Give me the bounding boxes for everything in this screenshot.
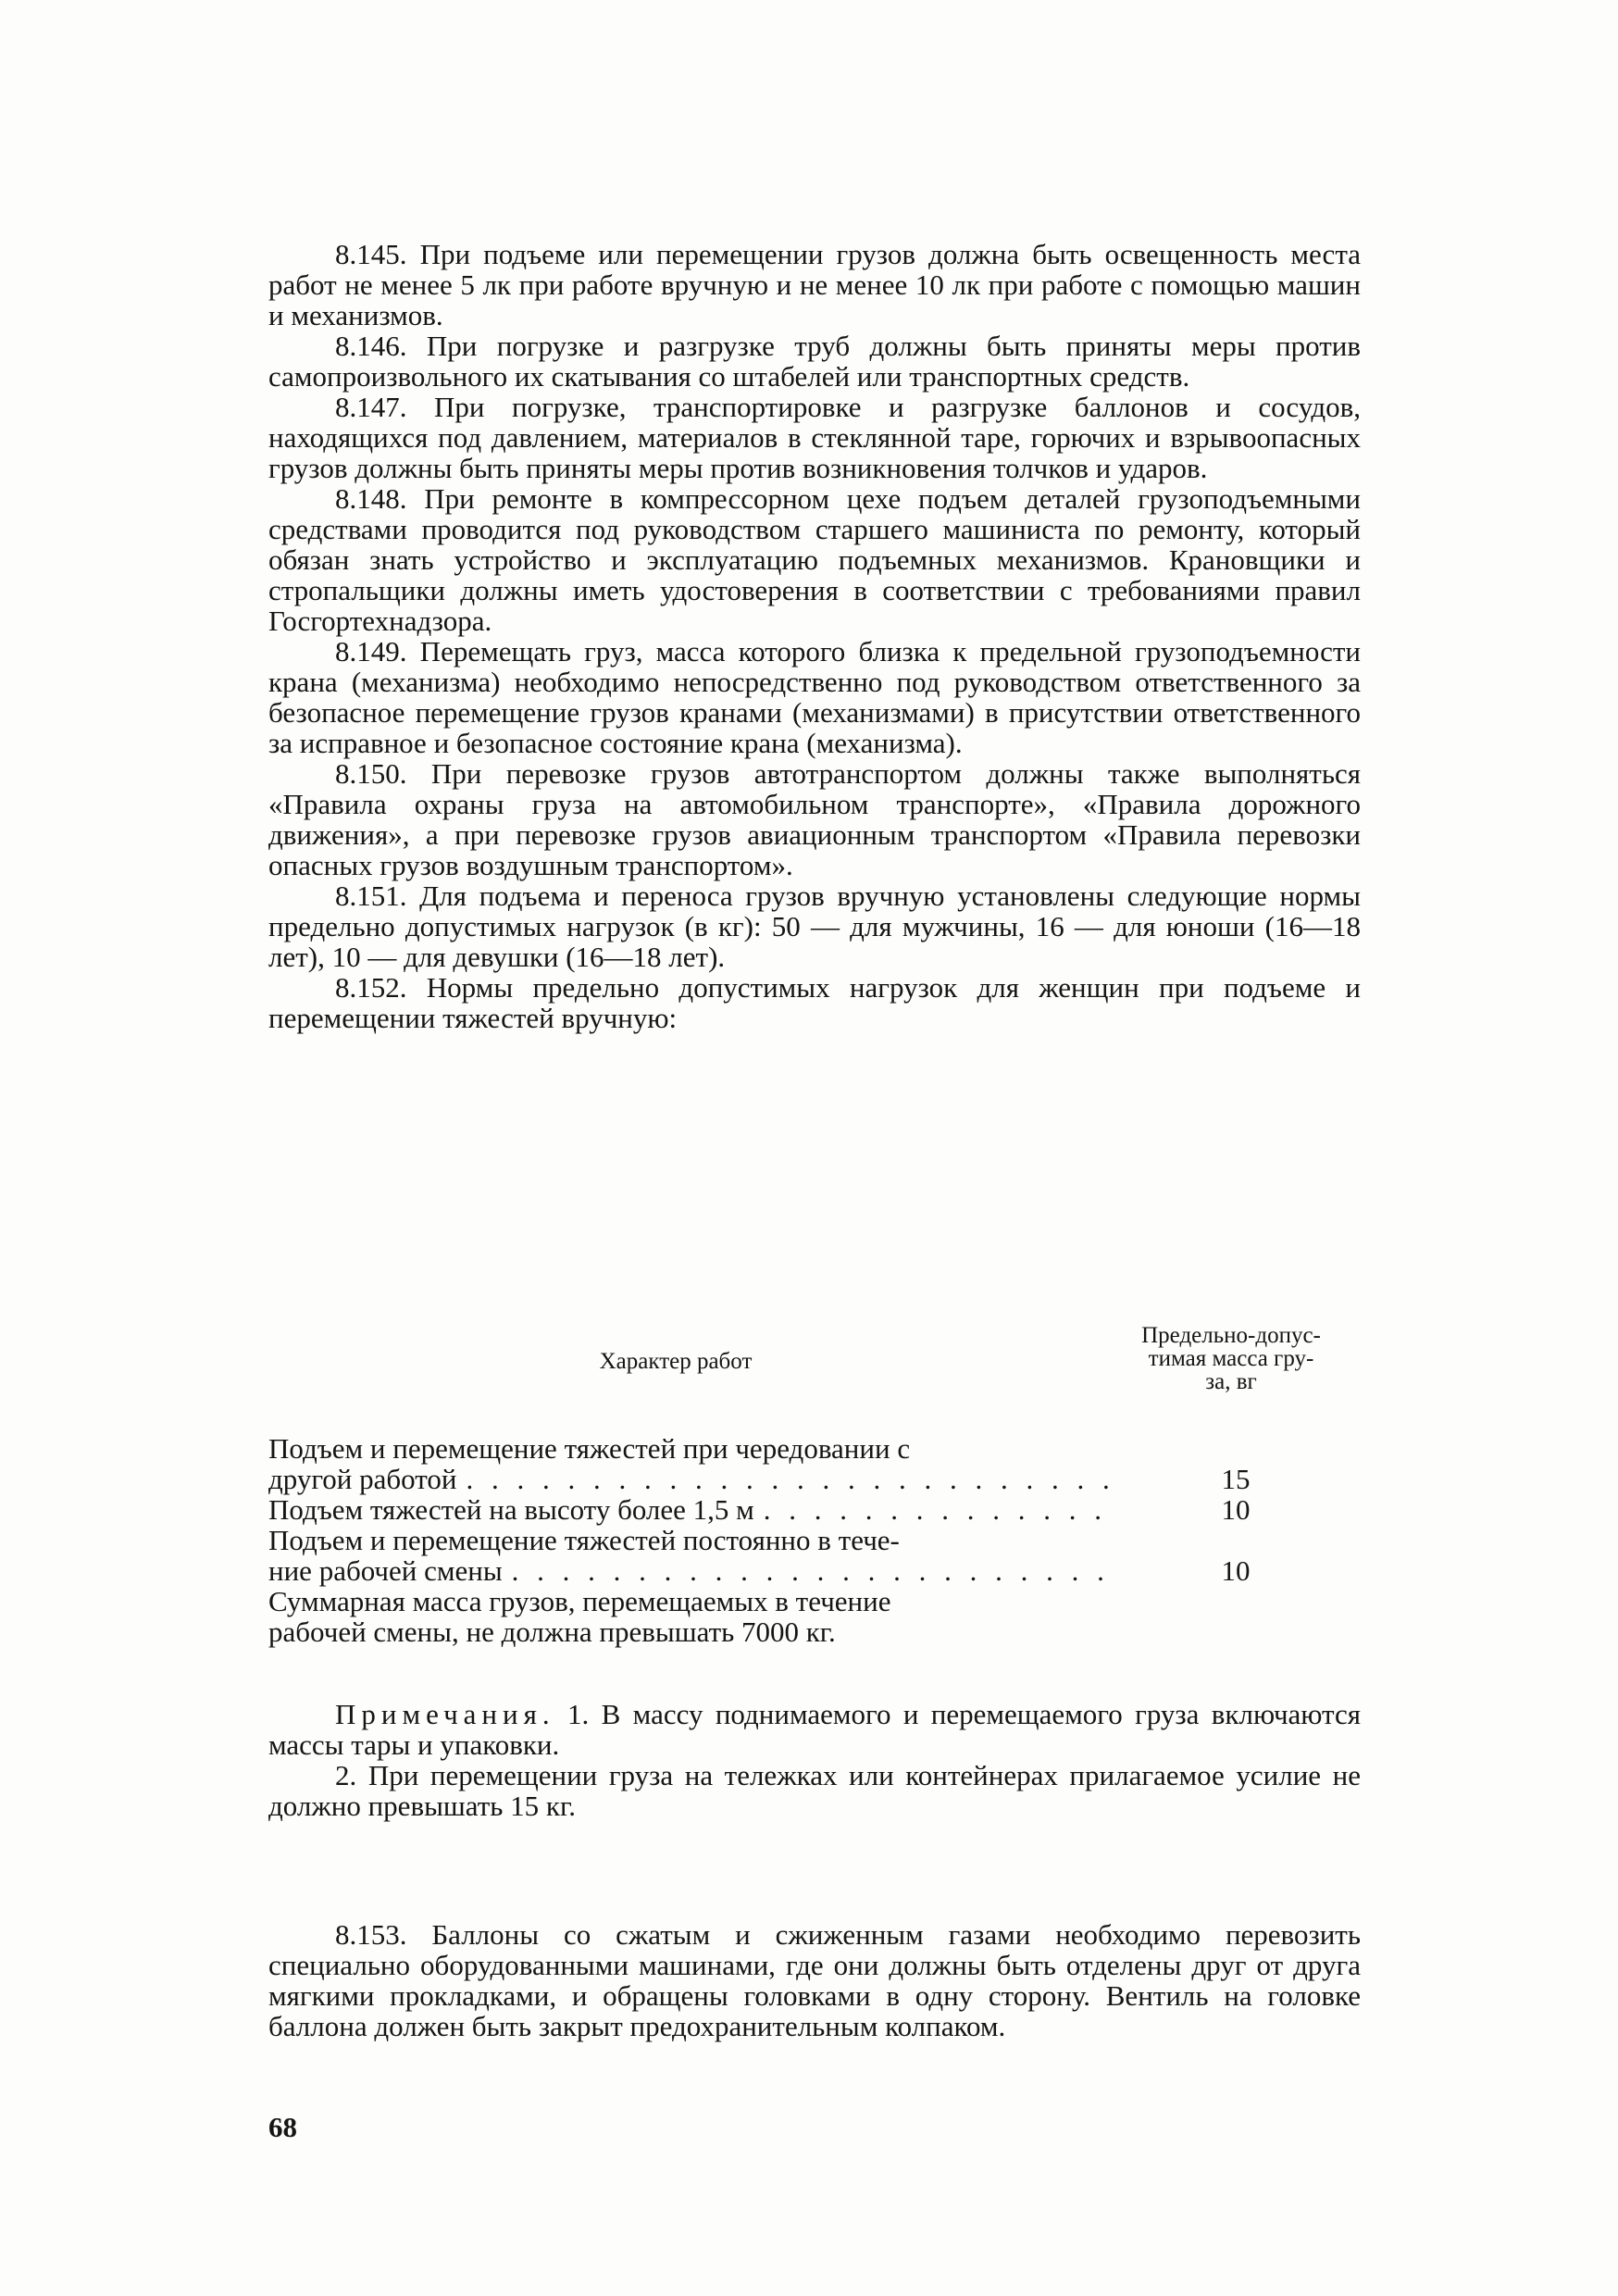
table-body: [268, 1433, 1361, 1647]
paragraph-8-146: 8.146. При погрузке и разгрузке труб должны быть приняты меры против самопроизвольного их скатывания со штабелей или транспортных средств.: [268, 330, 1361, 393]
row-label: Подъем тяжестей на высоту более 1,5 м: [268, 1493, 754, 1526]
row-value: 15: [1221, 1463, 1251, 1495]
note: 2. При перемещении груза на тележках или контейнерах прилагаемое усилие не должно превышать 15 кг.: [268, 1759, 1361, 1822]
column-header-mass-line: за, вг: [1205, 1369, 1257, 1394]
main-text: [268, 239, 1361, 1033]
dot-leader: [512, 1555, 1111, 1586]
table-header: [268, 1324, 1361, 1407]
paragraph-8-149: 8.149. Перемещать груз, масса которого близка к предельной грузоподъемности крана (механизма) необходимо непосредственно под руководством ответственного за безопасное перемещение грузов кранами (механизмами) в присутствии ответственного за исправное и безопасное состояние крана (механизма).: [268, 635, 1361, 759]
dot-leader: [764, 1494, 1111, 1525]
paragraph-8-150: 8.150. При перевозке грузов автотранспортом должны также выполняться «Правила охраны груза на автомобильном транспорте», «Правила дорожного движения», а при перевозке грузов авиационным транспортом «Правила перевозки опасных грузов воздушным транспортом».: [268, 757, 1361, 881]
page-number: 68: [268, 2111, 297, 2143]
dot-leader: [467, 1464, 1112, 1494]
notes-label: Примечания.: [335, 1698, 555, 1730]
row-value: 10: [1221, 1493, 1251, 1526]
row-label: другой работой: [268, 1463, 457, 1495]
table-row: [268, 1525, 1361, 1586]
row-label: ние рабочей смены: [268, 1554, 503, 1587]
table-row: [268, 1494, 1361, 1525]
note: [268, 1699, 1361, 1760]
column-header-mass: [1101, 1324, 1361, 1393]
row-label: рабочей смены, не должна превышать 7000 кг.: [268, 1616, 836, 1648]
column-header-work: Характер работ: [599, 1349, 753, 1374]
table-row: [268, 1433, 1361, 1494]
paragraph-8-152: 8.152. Нормы предельно допустимых нагрузок для женщин при подъеме и перемещении тяжестей вручную:: [268, 971, 1361, 1034]
row-label: Суммарная масса грузов, перемещаемых в течение: [268, 1585, 891, 1617]
paragraph-8-153: 8.153. Баллоны со сжатым и сжиженным газами необходимо перевозить специально оборудованными машинами, где они должны быть отделены друг от друга мягкими прокладками, и обращены головками в одну сторону. Вентиль на головке баллона должен быть закрыт предохранительным колпаком.: [268, 1918, 1361, 2042]
table-row: [268, 1586, 1361, 1647]
column-header-mass-line: Предельно-допус-: [1141, 1323, 1321, 1348]
paragraph-8-148: 8.148. При ремонте в компрессорном цехе подъем деталей грузоподъемными средствами проводится под руководством старшего машиниста по ремонту, который обязан знать устройство и эксплуатацию подъемных механизмов. Крановщики и стропальщики должны иметь удостоверения в соответствии с требованиями правил Госгортехнадзора.: [268, 482, 1361, 637]
row-label: Подъем и перемещение тяжестей постоянно в тече-: [268, 1524, 900, 1556]
paragraph-8-151: 8.151. Для подъема и переноса грузов вручную установлены следующие нормы предельно допустимых нагрузок (в кг): 50 — для мужчины, 16 — для юноши (16—18 лет), 10 — для девушки (16—18 лет).: [268, 880, 1361, 973]
paragraph-8-145: 8.145. При подъеме или перемещении грузов должна быть освещенность места работ не менее 5 лк при работе вручную и не менее 10 лк при работе с помощью машин и механизмов.: [268, 238, 1361, 331]
notes-section: [268, 1699, 1361, 1821]
row-label: Подъем и перемещение тяжестей при чередовании с: [268, 1432, 911, 1465]
paragraph-8-147: 8.147. При погрузке, транспортировке и разгрузке баллонов и сосудов, находящихся под давлением, материалов в стеклянной таре, горючих и взрывоопасных грузов должны быть приняты меры против возникновения толчков и ударов.: [268, 391, 1361, 484]
note-text: 1. В массу поднимаемого и перемещаемого груза включаются массы тары и упаковки.: [268, 1698, 1361, 1761]
row-value: 10: [1221, 1554, 1251, 1587]
column-header-mass-line: тимая масса гру-: [1148, 1346, 1314, 1371]
bottom-text: [268, 1919, 1361, 2041]
